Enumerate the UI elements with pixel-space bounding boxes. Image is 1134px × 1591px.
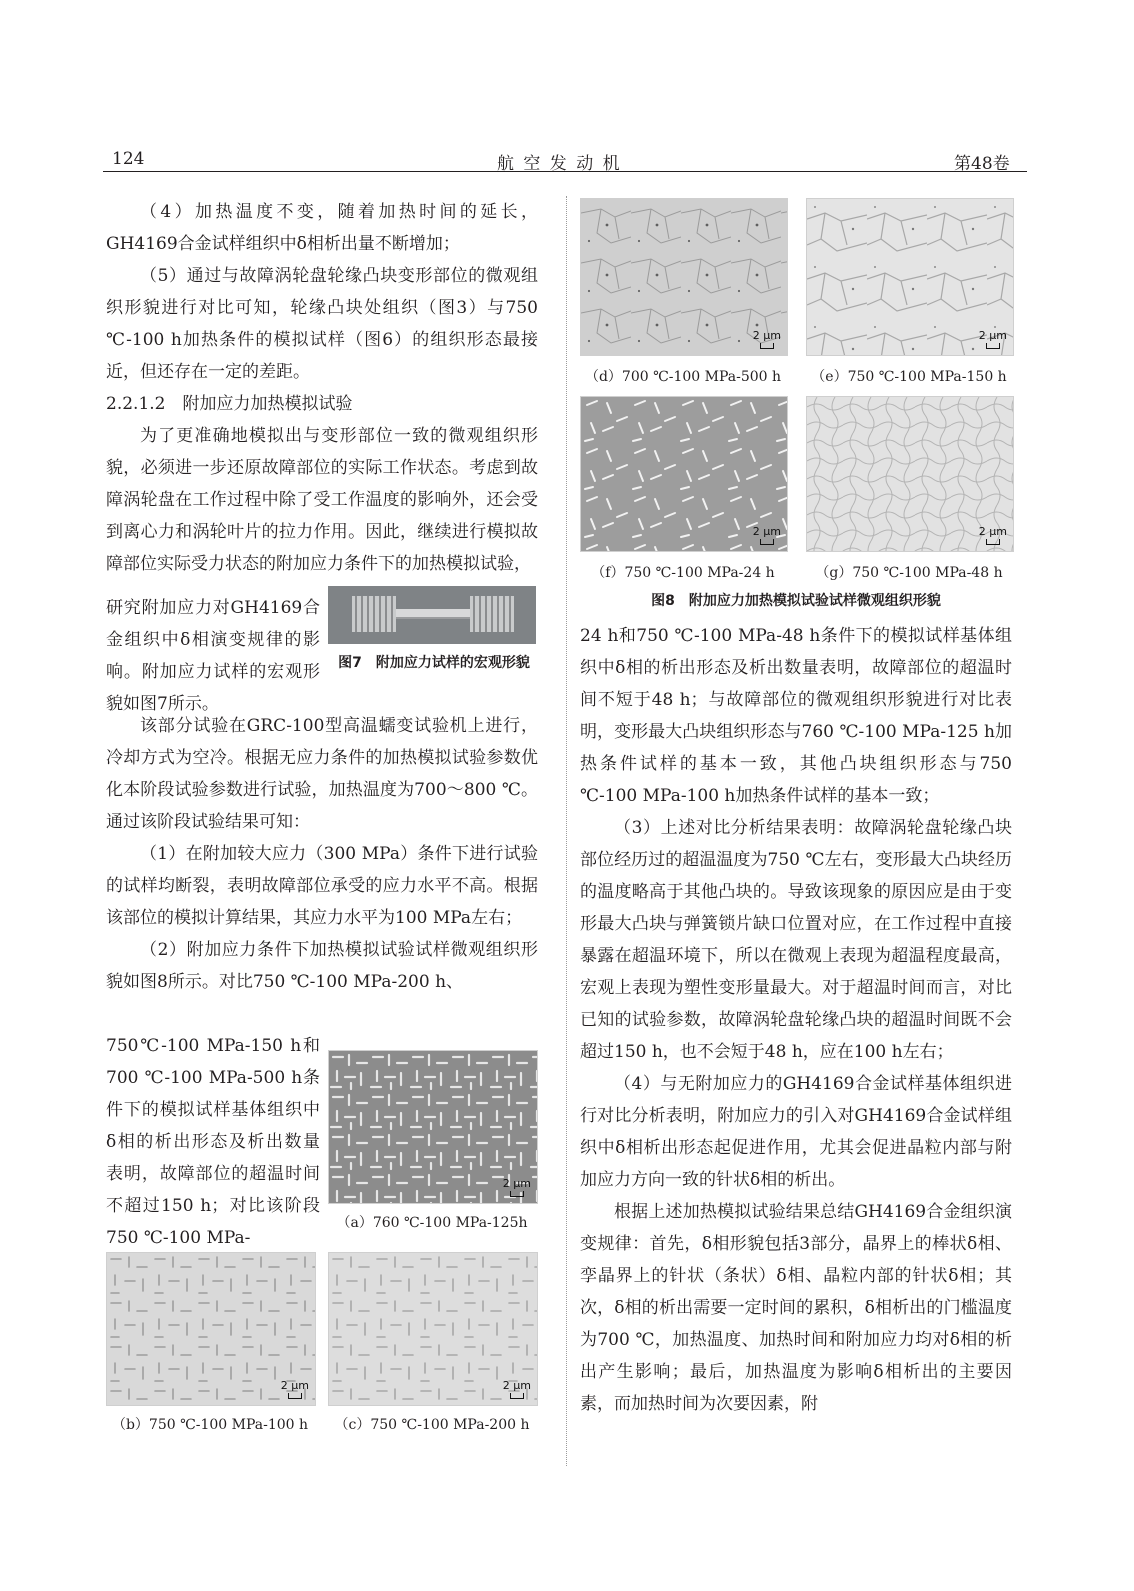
paragraph: （4）加热温度不变，随着加热时间的延长，GH4169合金试样组织中δ相析出量不断增加；: [106, 202, 538, 254]
paragraph: 24 h和750 ℃-100 MPa-48 h条件下的模拟试样基体组织中δ相的析出形态及析出数量表明，故障部位的超温时间不短于48 h；与故障部位的微观组织形貌进行对比表明，变形最大凸块组织形态与760 ℃-100 MPa-125 h加热条件试样的基本一致，其他凸块组织形态与750 ℃-100 MPa-100 h加热条件试样的基本一致；: [580, 626, 1012, 806]
figure8c-micrograph: [328, 1252, 538, 1406]
paragraph: （5）通过与故障涡轮盘轮缘凸块变形部位的微观组织形貌进行对比可知，轮缘凸块处组织（图3）与750 ℃-100 h加热条件的模拟试样（图6）的组织形态最接近，但还存在一定的差距。: [106, 266, 538, 382]
figure8f-micrograph: [580, 396, 788, 552]
paragraph: （2）附加应力条件下加热模拟试验试样微观组织形貌如图8所示。对比750 ℃-100 MPa-200 h、: [106, 940, 538, 992]
figure8a-wrap-text: [106, 1030, 320, 1254]
figure8c-caption: （c）750 ℃-100 MPa-200 h: [334, 1417, 530, 1433]
page-number: 124: [112, 149, 145, 169]
section-heading: 2.2.1.2 附加应力加热模拟试验: [106, 394, 353, 414]
scale-bar: 2 μm: [753, 330, 781, 349]
volume-label: 第48卷: [954, 154, 1010, 174]
figure7-caption: 图7 附加应力试样的宏观形貌: [338, 655, 530, 671]
journal-name: 航 空 发 动 机: [497, 154, 622, 174]
figure7-wrap-text: [106, 592, 320, 720]
paragraph: （1）在附加较大应力（300 MPa）条件下进行试验的试样均断裂，表明故障部位承受的应力水平不高。根据该部位的模拟计算结果，其应力水平为100 MPa左右；: [106, 844, 538, 928]
figure8-title: 图8 附加应力加热模拟试验试样微观组织形貌: [651, 593, 941, 609]
scale-bar: 2 μm: [281, 1380, 309, 1399]
left-column-text: [106, 196, 538, 420]
figure8b-micrograph: [106, 1252, 316, 1406]
paragraph: 根据上述加热模拟试验结果总结GH4169合金组织演变规律：首先，δ相形貌包括3部分，晶界上的棒状δ相、孪晶界上的针状（条状）δ相、晶粒内部的针状δ相；其次，δ相的析出需要一定时间的累积，δ相析出的门槛温度为700 ℃，加热温度、加热时间和附加应力均对δ相的析出产生影响；最后，加热温度为影响δ相析出的主要因素，而加热时间为次要因素，附: [580, 1202, 1012, 1414]
figure8b-caption: （b）750 ℃-100 MPa-100 h: [111, 1417, 309, 1433]
figure8g-micrograph: [806, 396, 1014, 552]
figure8a-caption: （a）760 ℃-100 MPa-125h: [336, 1215, 528, 1231]
paragraph: 该部分试验在GRC-100型高温蠕变试验机上进行，冷却方式为空冷。根据无应力条件的加热模拟试验参数优化本阶段试验参数进行试验，加热温度为700～800 ℃。通过该阶段试验结果可知：: [106, 716, 538, 832]
figure8e-micrograph: [806, 198, 1014, 356]
column-divider: [566, 196, 567, 1466]
scale-bar: 2 μm: [503, 1380, 531, 1399]
scale-bar: 2 μm: [753, 526, 781, 545]
paragraph-intro: 为了更准确地模拟出与变形部位一致的微观组织形貌，必须进一步还原故障部位的实际工作状态。考虑到故障涡轮盘在工作过程中除了受工作温度的影响外，还会受到离心力和涡轮叶片的拉力作用。因此，继续进行模拟故障部位实际受力状态的附加应力条件下的加热模拟试验，: [106, 426, 538, 574]
figure8e-caption: （e）750 ℃-100 MPa-150 h: [811, 369, 1007, 385]
scale-bar: 2 μm: [979, 526, 1007, 545]
header-rule: [103, 171, 1027, 172]
scale-bar: 2 μm: [979, 330, 1007, 349]
figure8d-micrograph: [580, 198, 788, 356]
figure8a-micrograph: [328, 1050, 538, 1204]
scale-bar: 2 μm: [503, 1178, 531, 1197]
figure7-specimen-photo: [328, 586, 536, 644]
paragraph: 750℃-100 MPa-150 h和700 ℃-100 MPa-500 h条件下的模拟试样基体组织中δ相的析出形态及析出数量表明，故障部位的超温时间不超过150 h；对比该阶段750 ℃-100 MPa-: [106, 1036, 320, 1248]
paragraph: （4）与无附加应力的GH4169合金试样基体组织进行对比分析表明，附加应力的引入对GH4169合金试样组织中δ相析出形态起促进作用，尤其会促进晶粒内部与附加应力方向一致的针状δ相的析出。: [580, 1074, 1012, 1190]
left-column-text: [106, 420, 538, 580]
figure8f-caption: （f）750 ℃-100 MPa-24 h: [591, 565, 775, 581]
figure8g-caption: （g）750 ℃-100 MPa-48 h: [815, 565, 1003, 581]
paragraph: 研究附加应力对GH4169合金组织中δ相演变规律的影响。附加应力试样的宏观形貌如图7所示。: [106, 598, 320, 714]
right-column-text: [580, 620, 1012, 1420]
paragraph: （3）上述对比分析结果表明：故障涡轮盘轮缘凸块部位经历过的超温温度为750 ℃左右，变形最大凸块经历的温度略高于其他凸块的。导致该现象的原因应是由于变形最大凸块与弹簧锁片缺口位置对应，在工作过程中直接暴露在超温环境下，所以在微观上表现为超温程度最高，宏观上表现为塑性变形量最大。对于超温时间而言，对比已知的试验参数，故障涡轮盘轮缘凸块的超温时间既不会超过150 h，也不会短于48 h，应在100 h左右；: [580, 818, 1012, 1062]
left-column-text: [106, 710, 538, 998]
figure8d-caption: （d）700 ℃-100 MPa-500 h: [584, 369, 782, 385]
